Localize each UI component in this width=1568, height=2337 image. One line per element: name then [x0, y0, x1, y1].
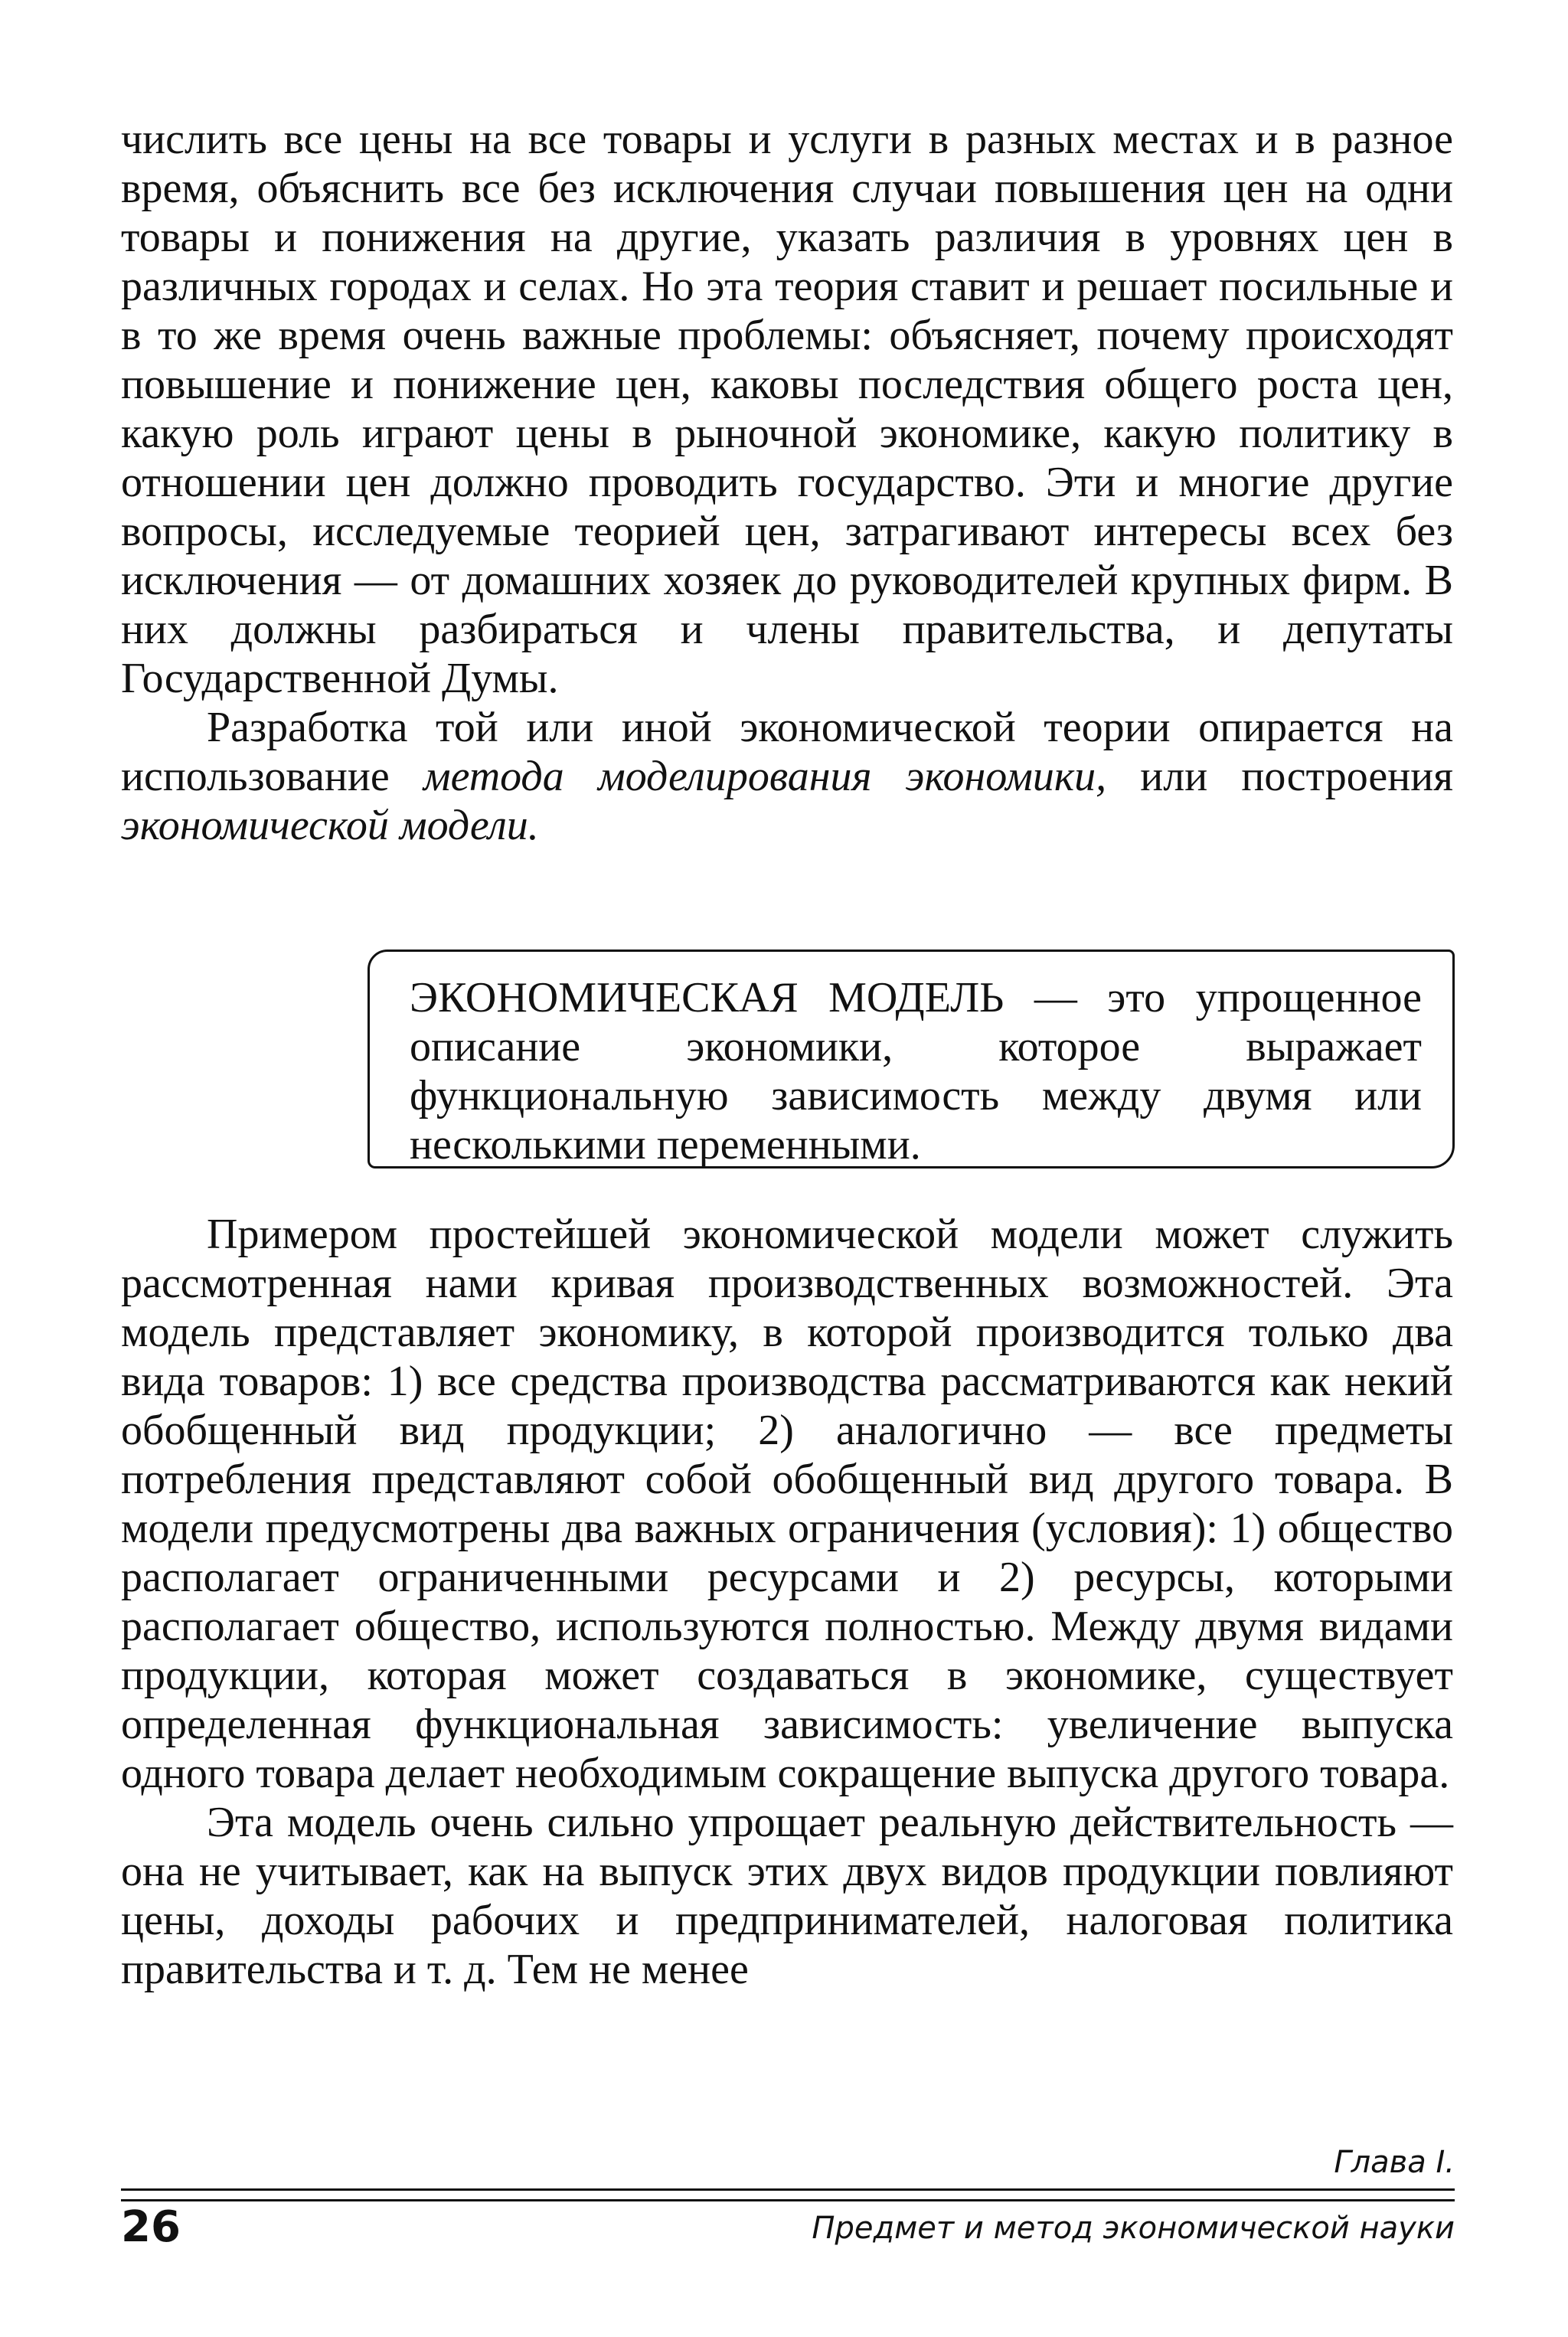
- paragraph-model-method: [121, 703, 1453, 850]
- paragraph-model-simplification: Эта модель очень сильно упрощает реальную действительность — она не учитывает, как на выпуск этих двух видов продукции повлияют цены, доходы рабочих и предпринимателей, налоговая политика правительства и т. д. Тем не менее: [121, 1799, 1453, 1993]
- running-title: Предмет и метод экономической науки: [812, 2211, 1455, 2246]
- paragraph-method-text: Разработка той или иной экономической теории опирается на использование: [121, 704, 1453, 800]
- text-block-bottom: [121, 1210, 1453, 1994]
- footer-rule-top: [121, 2188, 1455, 2191]
- chapter-label: Глава I.: [1334, 2145, 1455, 2180]
- page-number: 26: [121, 2202, 181, 2252]
- paragraph-example-model: Примером простейшей экономической модели может служить рассмотренная нами кривая производственных возможностей. Эта модель представляет экономику, в которой производится только два вида товаров: 1) все средства производства рассматриваются как некий обобщенный вид продукции; 2) аналогично — все предметы потребления представляют собой обобщенный вид другого товара. В модели предусмотрены два важных ограничения (условия): 1) общество располагает ограниченными ресурсами и 2) ресурсы, которыми располагает общество, используются полностью. Между двумя видами продукции, которая может создаваться в экономике, существует определенная функциональная зависимость: увеличение выпуска одного товара делает необходимым сокращение выпуска другого товара.: [121, 1211, 1453, 1797]
- text-block-top: [121, 115, 1453, 850]
- term-modeling-method: метода моделирования экономики,: [423, 753, 1107, 800]
- paragraph-method-text-2: или построения: [1106, 753, 1453, 800]
- paragraph-price-theory: числить все цены на все товары и услуги в разных местах и в разное время, объяснить все без исключения случаи повышения цен на одни товары и понижения на другие, указать различия в уровнях цен в различных городах и селах. Но эта теория ставит и решает посильные и в то же время очень важные проблемы: объясняет, почему происходят повышение и понижение цен, каковы последствия общего роста цен, какую роль играют цены в рыночной экономике, какую политику в отношении цен должно проводить государство. Эти и многие другие вопросы, исследуемые теорией цен, затрагивают интересы всех без исключения — от домашних хозяек до руководителей крупных фирм. В них должны разбираться и члены правительства, и депутаты Государственной Думы.: [121, 116, 1453, 702]
- definition-text: ЭКОНОМИЧЕСКАЯ МОДЕЛЬ — это упрощенное описание экономики, которое выражает функциональную зависимость между двумя или несколькими переменными.: [410, 974, 1422, 1168]
- definition-box: [368, 950, 1455, 1168]
- footer-rule-bottom: [121, 2199, 1455, 2201]
- term-economic-model: экономической модели.: [121, 802, 539, 849]
